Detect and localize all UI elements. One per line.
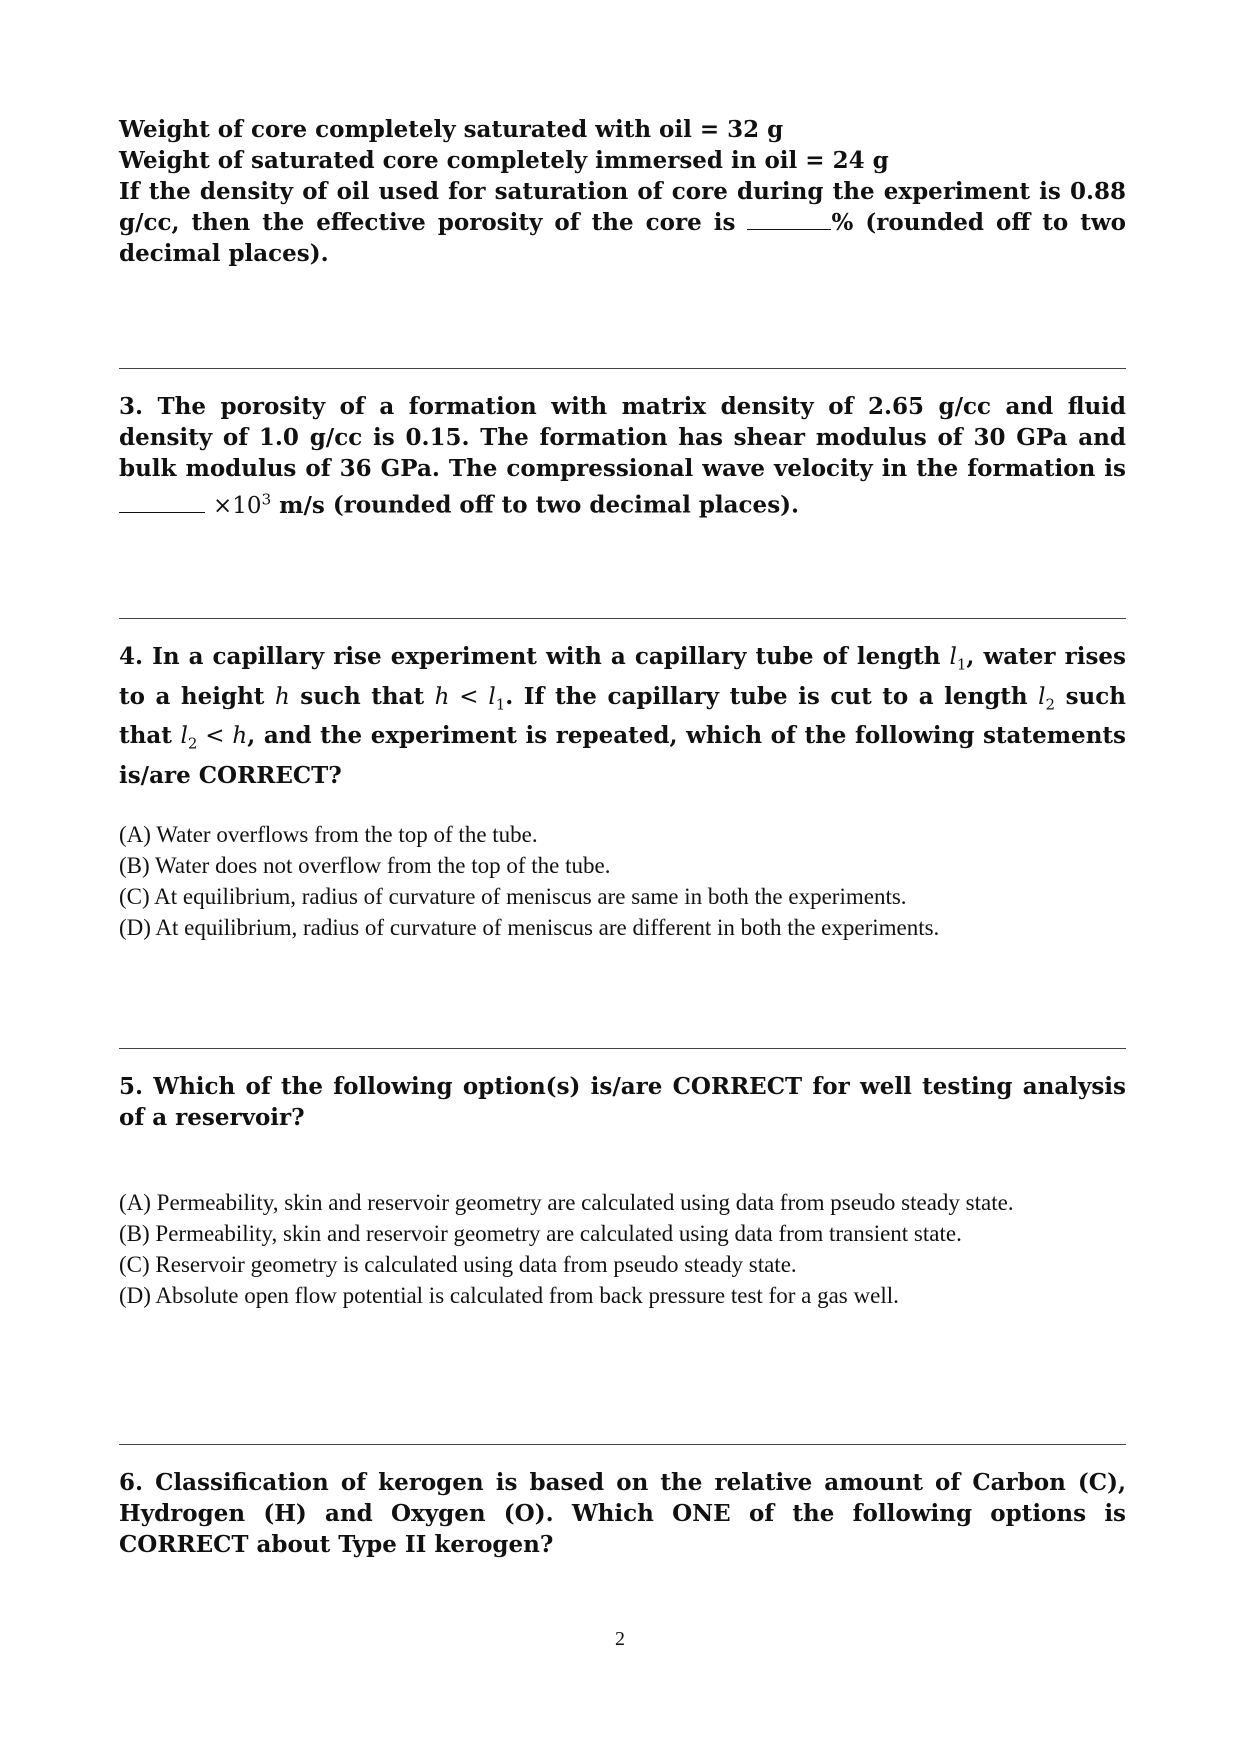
q4-option-b[interactable]: (B) Water does not overflow from the top of the tube. — [119, 853, 611, 878]
separator-1 — [119, 368, 1126, 369]
q6-text: 6. Classification of kerogen is based on the relative amount of Carbon (C), Hydrogen (H) and Oxygen (O). Which ONE of the following options is CORRECT about Type II kerogen? — [119, 1469, 1126, 1558]
q4-option-c[interactable]: (C) At equilibrium, radius of curvature of meniscus are same in both the experiments. — [119, 884, 907, 909]
q4-var-h-2: h — [434, 683, 450, 710]
q3-unit-suffix: m/s — [271, 491, 325, 519]
q2-line-core-weight-immersed: Weight of saturated core completely immersed in oil = 24 g — [119, 147, 889, 174]
separator-2 — [119, 618, 1126, 619]
q4-text-part4: . If the capillary tube is cut to a length — [505, 682, 1039, 710]
q4-sub-1b: 1 — [495, 695, 506, 714]
q5-option-d[interactable]: (D) Absolute open flow potential is calculated from back pressure test for a gas well. — [119, 1283, 899, 1308]
q4-less-than-1: < — [449, 683, 489, 710]
q4-sub-2b: 2 — [187, 734, 198, 753]
q5-option-a[interactable]: (A) Permeability, skin and reservoir geometry are calculated using data from pseudo steady state. — [119, 1190, 1014, 1215]
question-3 — [119, 391, 1126, 522]
q4-var-l2: l — [1038, 683, 1046, 710]
q4-text-part3: such that — [289, 682, 435, 710]
q4-text-part1: 4. In a capillary rise experiment with a capillary tube of length — [119, 643, 950, 670]
q4-var-h-3: h — [232, 723, 248, 750]
separator-3 — [119, 1048, 1126, 1049]
q2-density-text: If the density of oil used for saturation of core during the experiment is 0.88 g/cc, then the effective porosity of the core is — [119, 178, 1126, 236]
q4-options — [119, 819, 1126, 943]
q3-unit — [213, 492, 325, 519]
q4-option-a[interactable]: (A) Water overflows from the top of the tube. — [119, 822, 538, 847]
q2-rounding-text: % (rounded off to two decimal places). — [119, 209, 1126, 267]
q4-sub-1: 1 — [956, 655, 967, 674]
q4-text-part6: , and the experiment is repeated, which of the following statements is/are CORRECT? — [119, 722, 1126, 789]
q5-option-b[interactable]: (B) Permeability, skin and reservoir geometry are calculated using data from transient state. — [119, 1221, 962, 1246]
q4-var-l2-2: l — [180, 723, 188, 750]
question-4 — [119, 641, 1126, 791]
q3-rounding-text: (rounded off to two decimal places). — [332, 491, 800, 519]
q4-var-l1: l — [949, 644, 957, 670]
q2-answer-blank[interactable] — [747, 211, 831, 230]
question-5 — [119, 1071, 1126, 1133]
page-number: 2 — [615, 1628, 625, 1650]
q5-option-c[interactable]: (C) Reservoir geometry is calculated using data from pseudo steady state. — [119, 1252, 797, 1277]
q3-text: 3. The porosity of a formation with matrix density of 2.65 g/cc and fluid density of 1.0 g/cc is 0.15. The formation has shear modulus of 30 GPa and bulk modulus of 36 GPa. The compressional wave velocity in the formation is — [119, 393, 1126, 482]
q3-unit-exponent: 3 — [261, 490, 272, 508]
q4-text-part2: , water rises to a height — [119, 643, 1126, 710]
q5-text: 5. Which of the following option(s) is/are CORRECT for well testing analysis of a reservoir? — [119, 1073, 1126, 1131]
q4-text-part5: such that — [119, 682, 1126, 750]
q4-option-d[interactable]: (D) At equilibrium, radius of curvature of meniscus are different in both the experiments. — [119, 915, 940, 940]
q2-line-core-weight-saturated: Weight of core completely saturated with oil = 32 g — [119, 116, 784, 143]
separator-4 — [119, 1444, 1126, 1445]
q4-less-than-2: < — [197, 723, 233, 750]
q5-options — [119, 1187, 1126, 1311]
q3-answer-blank[interactable] — [119, 494, 205, 513]
question-6 — [119, 1467, 1126, 1560]
q3-unit-prefix: ×10 — [213, 492, 262, 519]
question-2-continuation — [119, 114, 1126, 269]
q4-var-h: h — [274, 683, 290, 710]
q4-sub-2: 2 — [1045, 695, 1056, 714]
q4-var-l1-2: l — [488, 683, 496, 710]
